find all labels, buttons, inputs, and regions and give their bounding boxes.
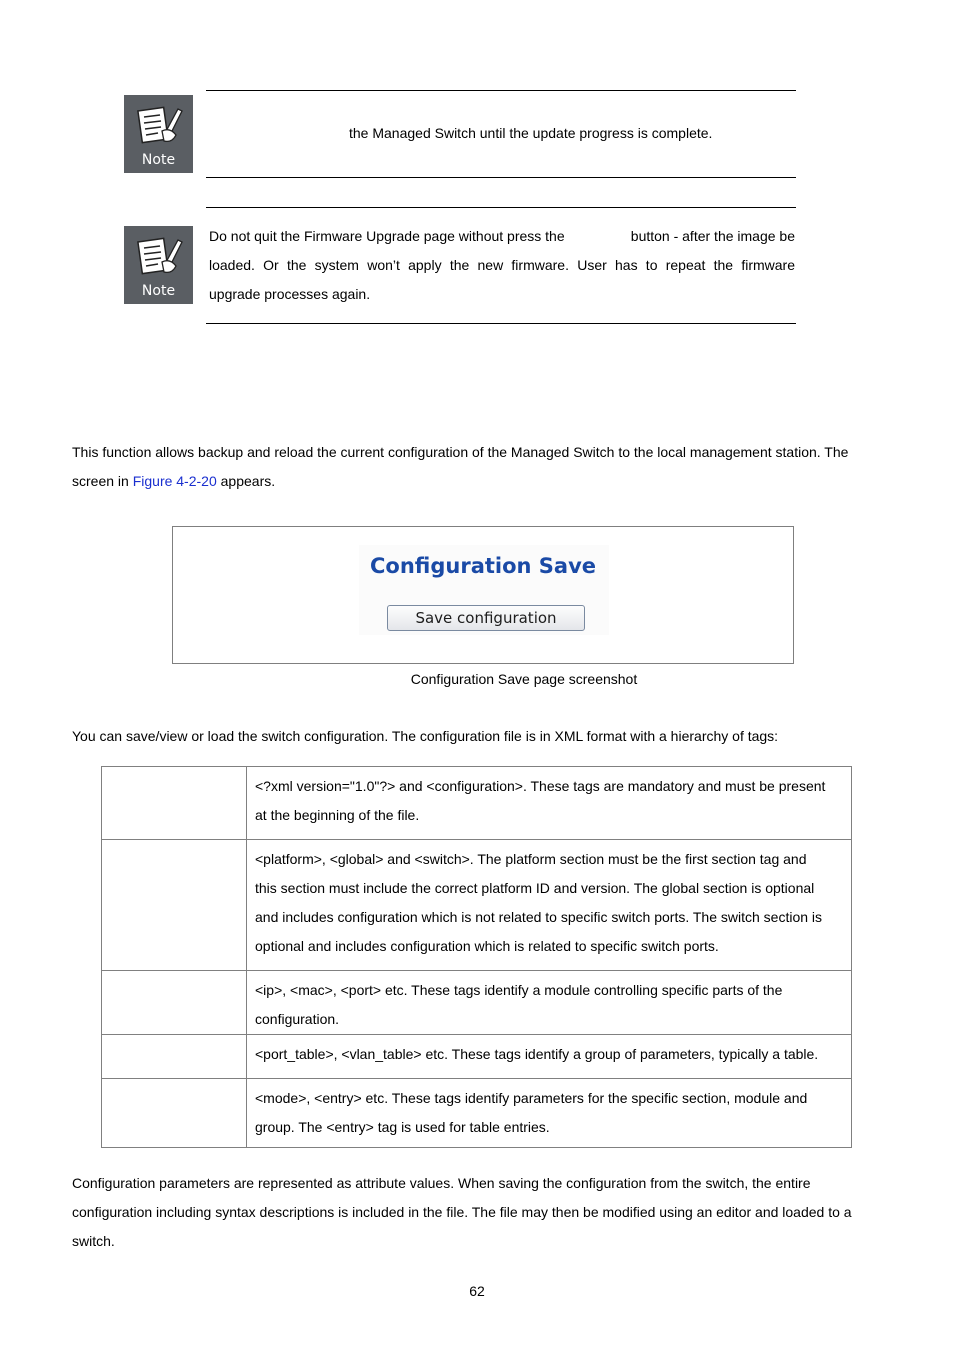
cell-line: <mode>, <entry> etc. These tags identify parameters for the specific section, module and [255, 1090, 808, 1106]
note-line: loaded. Or the system won’t apply the new firmware. User has to repeat the firmware [209, 257, 795, 273]
cell-line: <port_table>, <vlan_table> etc. These tags identify a group of parameters, typically a table. [255, 1046, 819, 1062]
note-bottom-rule [206, 177, 796, 178]
table-row [102, 1079, 852, 1148]
table-row [102, 767, 852, 840]
configuration-save-figure [172, 526, 794, 664]
cell-line: <?xml version="1.0"?> and <configuration>. These tags are mandatory and must be present [255, 778, 826, 794]
outro-line: configuration including syntax descriptions is included in the file. The file may then be modified using an editor and loaded to a [72, 1204, 852, 1220]
figure-caption: Configuration Save page screenshot [410, 671, 638, 687]
cell-line: <platform>, <global> and <switch>. The platform section must be the first section tag and [255, 851, 807, 867]
table-cell [247, 840, 852, 971]
intro-line: This function allows backup and reload the current configuration of the Managed Switch to the local management station. The [72, 444, 849, 460]
cell-line: at the beginning of the file. [255, 807, 420, 823]
note-icon [124, 226, 193, 304]
cell-line: <ip>, <mac>, <port> etc. These tags identify a module controlling specific parts of the [255, 982, 783, 998]
note-top-rule [206, 207, 796, 208]
table-cell-empty [102, 1035, 247, 1079]
note-text: the Managed Switch until the update progress is complete. [349, 125, 713, 141]
configuration-save-title: Configuration Save [370, 554, 597, 578]
note-icon [124, 95, 193, 173]
intro-paragraph [72, 438, 882, 496]
outro-line: Configuration parameters are represented as attribute values. When saving the configuration from the switch, the entire [72, 1175, 811, 1191]
note-top-rule [206, 90, 796, 91]
intro-text: screen in [72, 473, 133, 489]
table-row [102, 840, 852, 971]
note-text [209, 222, 795, 309]
configuration-save-panel [359, 545, 609, 635]
table-cell [247, 1035, 852, 1079]
outro-line: switch. [72, 1233, 115, 1249]
table-cell-empty [102, 1079, 247, 1148]
table-cell [247, 971, 852, 1035]
notepad-pen-icon [134, 232, 184, 282]
outro-paragraph [72, 1169, 882, 1256]
note-line: Do not quit the Firmware Upgrade page without press the [209, 228, 565, 244]
note-line: button - after the image be [630, 228, 795, 244]
table-cell-empty [102, 840, 247, 971]
table-row [102, 1035, 852, 1079]
table-row [102, 971, 852, 1035]
cell-line: optional and includes configuration which is related to specific switch ports. [255, 938, 719, 954]
note-label: Note [141, 283, 176, 299]
table-cell-empty [102, 767, 247, 840]
note-bottom-rule [206, 323, 796, 324]
cell-line: this section must include the correct platform ID and version. The global section is optional [255, 880, 815, 896]
page-number: 62 [469, 1283, 485, 1299]
intro-text: appears. [216, 473, 276, 489]
xml-tag-table [101, 766, 852, 1148]
table-cell [247, 767, 852, 840]
table-cell [247, 1079, 852, 1148]
cell-line: group. The <entry> tag is used for table entries. [255, 1119, 550, 1135]
notepad-pen-icon [134, 101, 184, 151]
save-configuration-button[interactable]: Save configuration [387, 605, 585, 631]
table-cell-empty [102, 971, 247, 1035]
note-label: Note [141, 152, 176, 168]
cell-line: and includes configuration which is not related to specific switch ports. The switch section is [255, 909, 823, 925]
cell-line: configuration. [255, 1011, 340, 1027]
note-line: upgrade processes again. [209, 286, 371, 302]
intro-line [72, 467, 882, 496]
figure-link[interactable]: Figure 4-2-20 [132, 473, 217, 489]
xml-intro: You can save/view or load the switch configuration. The configuration file is in XML format with a hierarchy of tags: [72, 728, 779, 744]
